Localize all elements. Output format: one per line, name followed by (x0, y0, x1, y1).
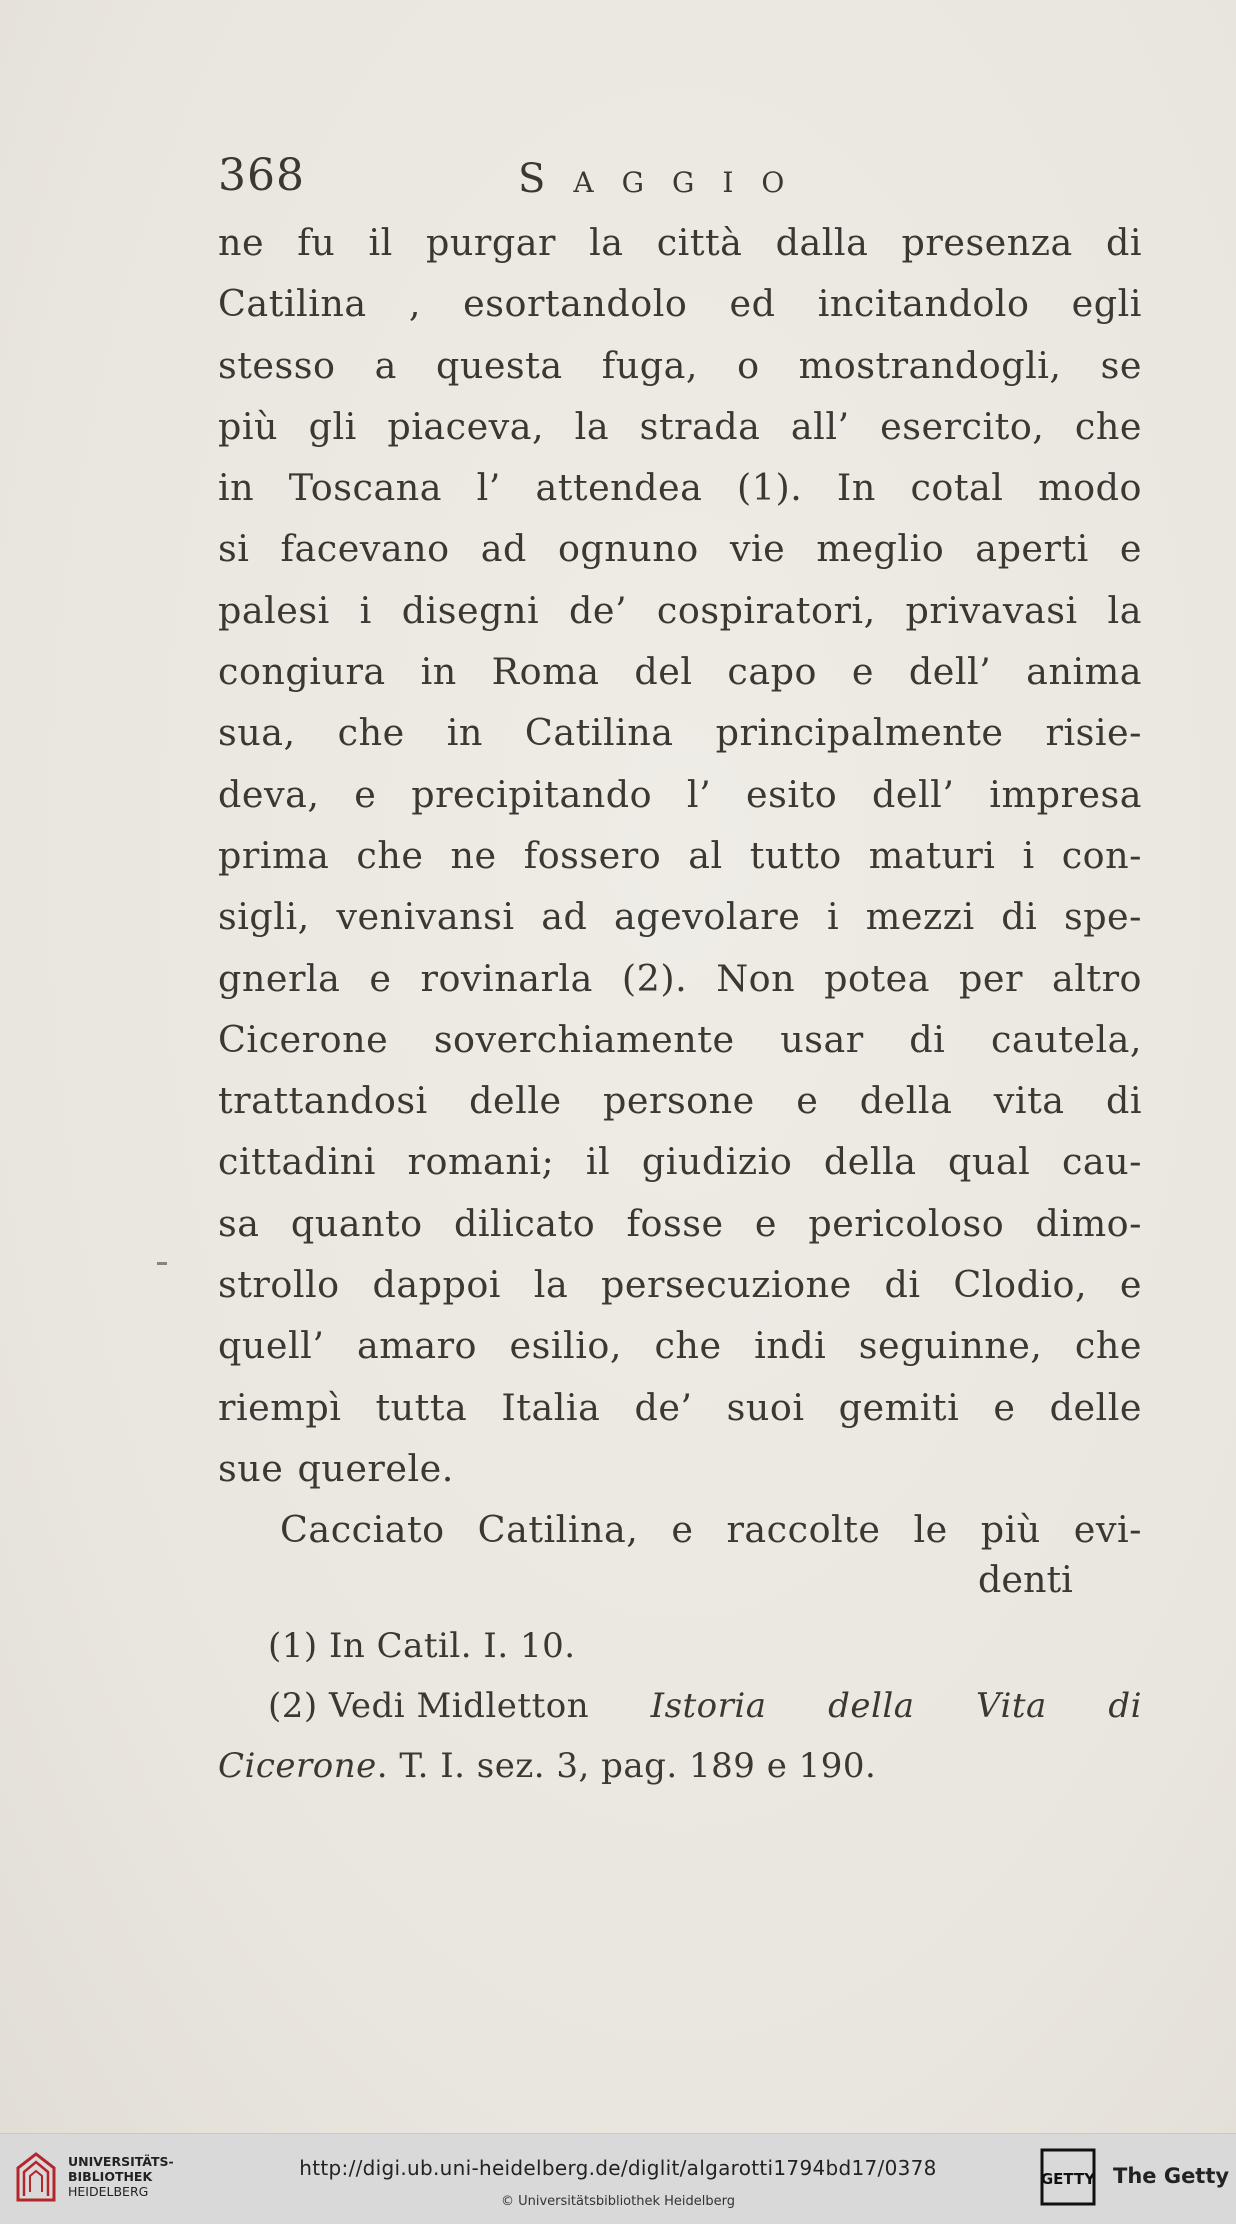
text-line: in Toscana l’ attendea (1). In cotal modo (218, 466, 1142, 510)
text-line: Cicerone soverchiamente usar di cautela, (218, 1017, 1142, 1061)
copyright-notice: © Universitätsbibliothek Heidelberg (500, 2194, 735, 2209)
text-line: ne fu il purgar la città dalla presenza di (218, 221, 1142, 264)
text-line: più gli piaceva, la strada all’ esercito, che (218, 404, 1142, 448)
text-line: sua, che in Catilina principalmente risie- (218, 711, 1142, 755)
footnotes (218, 1616, 1142, 1796)
footnote-2 (218, 1676, 1142, 1736)
library-name-line: HEIDELBERG (68, 2184, 149, 2199)
footnote-2-title-word: di (1108, 1686, 1142, 1726)
margin-mark (157, 1262, 167, 1265)
footnote-2-rest: . T. I. sez. 3, pag. 189 e 190. (376, 1746, 877, 1786)
text-line: si facevano ad ognuno vie meglio aperti e (218, 527, 1142, 571)
text-line: sigli, venivansi ad agevolare i mezzi di spe- (218, 895, 1142, 939)
text-line: trattandosi delle persone e della vita di (218, 1079, 1142, 1123)
viewer-footer (0, 2133, 1236, 2224)
running-title: Saggio (518, 156, 813, 202)
footnote-2-title-word: Cicerone (218, 1746, 377, 1786)
getty-name: The Getty (1113, 2164, 1230, 2188)
text-line: prima che ne fossero al tutto maturi i con- (218, 833, 1142, 877)
library-name-line: BIBLIOTHEK (68, 2169, 153, 2184)
text-line: palesi i disegni de’ cospiratori, privavasi la (218, 588, 1142, 632)
footnote-2-continuation (218, 1736, 1142, 1796)
text-line: quell’ amaro esilio, che indi seguinne, che (218, 1324, 1142, 1368)
getty-logo-letters: GETTY (1040, 2170, 1096, 2188)
text-line: riempì tutta Italia de’ suoi gemiti e delle (218, 1385, 1142, 1429)
footnote-2-title-word: Istoria (650, 1686, 767, 1726)
text-line: strollo dappoi la persecuzione di Clodio, e (218, 1263, 1142, 1307)
text-line: congiura in Roma del capo e dell’ anima (218, 650, 1142, 694)
footnote-2-title-word: della (828, 1686, 915, 1726)
text-line: sa quanto dilicato fosse e pericoloso dimo- (218, 1201, 1142, 1245)
page-header (218, 150, 1138, 210)
text-line: cittadini romani; il giudizio della qual cau- (218, 1140, 1142, 1184)
text-line: sue querele. (218, 1446, 454, 1490)
text-line: gnerla e rovinarla (2). Non potea per altro (218, 956, 1142, 1000)
getty-logo-icon (1040, 2148, 1096, 2206)
footnote-1: (1) In Catil. I. 10. (268, 1626, 576, 1666)
text-line: stesso a questa fuga, o mostrandogli, se (218, 343, 1142, 387)
paragraph-start-line: Cacciato Catilina, e raccolte le più evi- (280, 1508, 1142, 1552)
footnote-2-prefix: (2) Vedi Midletton (268, 1686, 590, 1726)
footnote-2-title-word: Vita (976, 1686, 1047, 1726)
permalink-url[interactable]: http://digi.ub.uni-heidelberg.de/diglit/algarotti1794bd17/0378 (299, 2156, 937, 2180)
text-line: deva, e precipitando l’ esito dell’ impresa (218, 772, 1142, 816)
page-number: 368 (218, 150, 305, 201)
library-name-line: UNIVERSITÄTS- (68, 2154, 174, 2169)
text-line: Catilina , esortandolo ed incitandolo egli (218, 282, 1142, 326)
catchword: denti (978, 1558, 1073, 1601)
main-text (218, 212, 1142, 1561)
